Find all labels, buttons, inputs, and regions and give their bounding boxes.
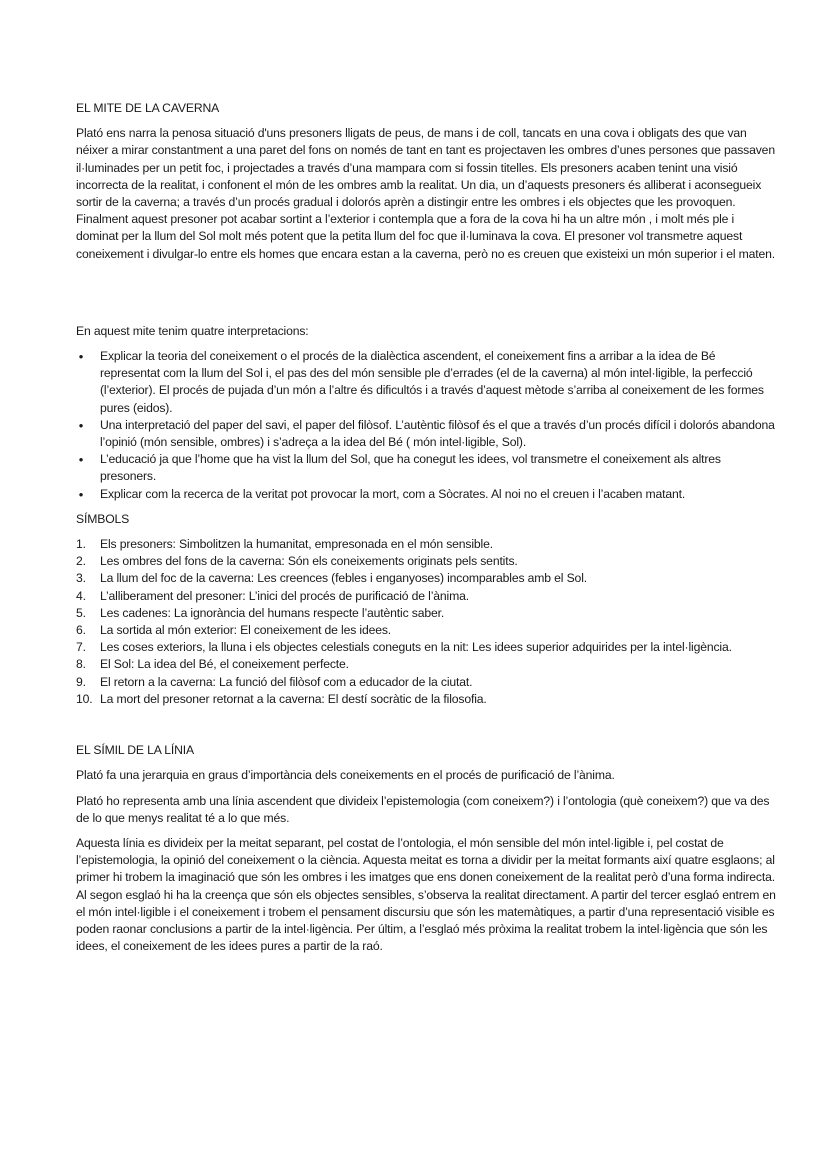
list-item-text: Explicar com la recerca de la veritat pot provocar la mort, com a Sòcrates. Al noi no el creuen i l’acaben matant. [100, 486, 686, 501]
list-number: 4. [76, 588, 86, 603]
spacer [76, 716, 776, 742]
list-item [76, 486, 776, 503]
list-number: 1. [76, 537, 86, 552]
section-title-symbols: SÍMBOLS [76, 511, 130, 526]
cave-myth-paragraph: Plató ens narra la penosa situació d'uns presoners lligats de peus, de mans i de coll, tancats en una cova i obligats des que van néixer a mirar constantment a una paret del fons on només de tant en tant es projectaven les ombres d’unes persones que passaven il·luminades per un petit foc, i projectades a través d’una mampara com si fossin titelles. Els presoners acaben tenint una visió incorrecta de la realitat, i confonent el món de les ombres amb la realitat. Un dia, un d’aquests presoners és alliberat i aconsegueix sortir de la caverna; a través d’un procés gradual i dolorós aprèn a distingir entre les ombres i els objectes que les provoquen. Finalment aquest presoner pot acabar sortint a l’exterior i contempla que a fora de la cova hi ha un altre món , i molt més ple i dominat per la llum del Sol molt més potent que la petita llum del foc que il·luminava la cova. El presoner vol transmetre aquest coneixement i divulgar-lo entre els homes que encara estan a la caverna, però no es creuen que existeixi un món superior i el maten. [76, 126, 775, 261]
list-item-text: Els presoners: Simbolitzen la humanitat, empresonada en el món sensible. [100, 537, 493, 552]
list-item-text: Les ombres del fons de la caverna: Són els coneixements originats pels sentits. [100, 554, 518, 569]
list-item [76, 588, 776, 605]
list-item [76, 656, 776, 673]
list-number: 8. [76, 657, 86, 672]
list-item-text: Les coses exteriors, la lluna i els objectes celestials coneguts en la nit: Les idees superior adquirides per la intel·ligència. [100, 640, 732, 655]
divided-line-paragraph: Plató ho representa amb una línia ascendent que divideix l’epistemologia (com coneixem?) i l’ontologia (què coneixem?) que va des de lo que menys realitat té a lo que més. [76, 793, 770, 825]
bullet-icon: • [78, 452, 84, 468]
list-number: 10. [76, 691, 93, 706]
list-item-text: L’educació ja que l’home que ha vist la llum del Sol, que ha conegut les idees, vol transmetre el coneixement als altres presoners. [100, 452, 721, 484]
list-item [76, 553, 776, 570]
list-item-text: El Sol: La idea del Bé, el coneixement perfecte. [100, 657, 349, 672]
list-item-text: La llum del foc de la caverna: Les creences (febles i enganyoses) incomparables amb el Sol. [100, 571, 587, 586]
list-number: 5. [76, 605, 86, 620]
list-item [76, 451, 776, 485]
list-number: 6. [76, 623, 86, 638]
document-page [76, 100, 776, 963]
list-item [76, 674, 776, 691]
list-item-text: Les cadenes: La ignorància del humans respecte l’autèntic saber. [100, 605, 445, 620]
list-item [76, 536, 776, 553]
spacer [76, 271, 776, 323]
list-item-text: L’alliberament del presoner: L’inici del procés de purificació de l’ànima. [100, 588, 469, 603]
list-item [76, 622, 776, 639]
divided-line-paragraph: Aquesta línia es divideix per la meitat separant, pel costat de l’ontologia, el món sensible del món intel·ligible i, pel costat de l’epistemologia, la opinió del coneixement o la ciència. Aquesta meitat es torna a dividir per la meitat formants així quatre esglaons; al primer hi trobem la imaginació que són les ombres i les imatges que ens donen coneixement de la realitat però d’una forma indirecta. Al segon esglaó hi ha la creença que són els objectes sensibles, s’observa la realitat directament. A partir del tercer esglaó entrem en el món intel·ligible i el coneixement i trobem el pensament discursiu que són les matemàtiques, a partir d’una representació visible es poden raonar conclusions a partir de la intel·ligència. Per últim, a l’esglaó més pròxima la realitat trobem la intel·ligència que són les idees, el coneixement de les idees pures a partir de la raó. [76, 835, 776, 954]
list-item-text: Una interpretació del paper del savi, el paper del filòsof. L’autèntic filòsof és el que a través d’un procés difícil i dolorós abandona l’opinió (món sensible, ombres) i s’adreça a la idea del Bé ( món intel·ligible, Sol). [100, 417, 775, 450]
list-item-text: El retorn a la caverna: La funció del filòsof com a educador de la ciutat. [100, 674, 473, 689]
symbols-list [76, 536, 776, 708]
list-item [76, 570, 776, 587]
list-item [76, 691, 776, 708]
list-item [76, 348, 776, 417]
section-title-cave-myth: EL MITE DE LA CAVERNA [76, 101, 220, 115]
list-number: 9. [76, 674, 86, 689]
bullet-icon: • [78, 349, 84, 365]
list-item-text: La sortida al món exterior: El coneixement de les idees. [100, 623, 392, 638]
interpretations-list [76, 348, 776, 503]
list-number: 7. [76, 640, 86, 655]
bullet-icon: • [78, 417, 84, 433]
section-title-divided-line: EL SÍMIL DE LA LÍNIA [76, 743, 195, 758]
bullet-icon: • [78, 486, 84, 502]
list-item [76, 605, 776, 622]
list-item [76, 639, 776, 656]
list-item-text: La mort del presoner retornat a la caverna: El destí socràtic de la filosofia. [100, 691, 487, 706]
list-number: 3. [76, 571, 86, 586]
list-item-text: Explicar la teoria del coneixement o el procés de la dialèctica ascendent, el coneixement fins a arribar a la idea de Bé representat com la llum del Sol i, el pas des del món sensible ple d’errades (el de la caverna) al món intel·ligible, la perfecció (l’exterior). El procés de pujada d’un món a l’altre és dificultós i a través d’aquest mètode s’arriba al coneixement de les formes pures (eidos). [100, 349, 764, 415]
divided-line-paragraph: Plató fa una jerarquia en graus d’importància dels coneixements en el procés de purificació de l’ànima. [76, 768, 615, 783]
list-number: 2. [76, 554, 86, 569]
interpretations-intro: En aquest mite tenim quatre interpretacions: [76, 323, 309, 338]
list-item [76, 417, 776, 451]
